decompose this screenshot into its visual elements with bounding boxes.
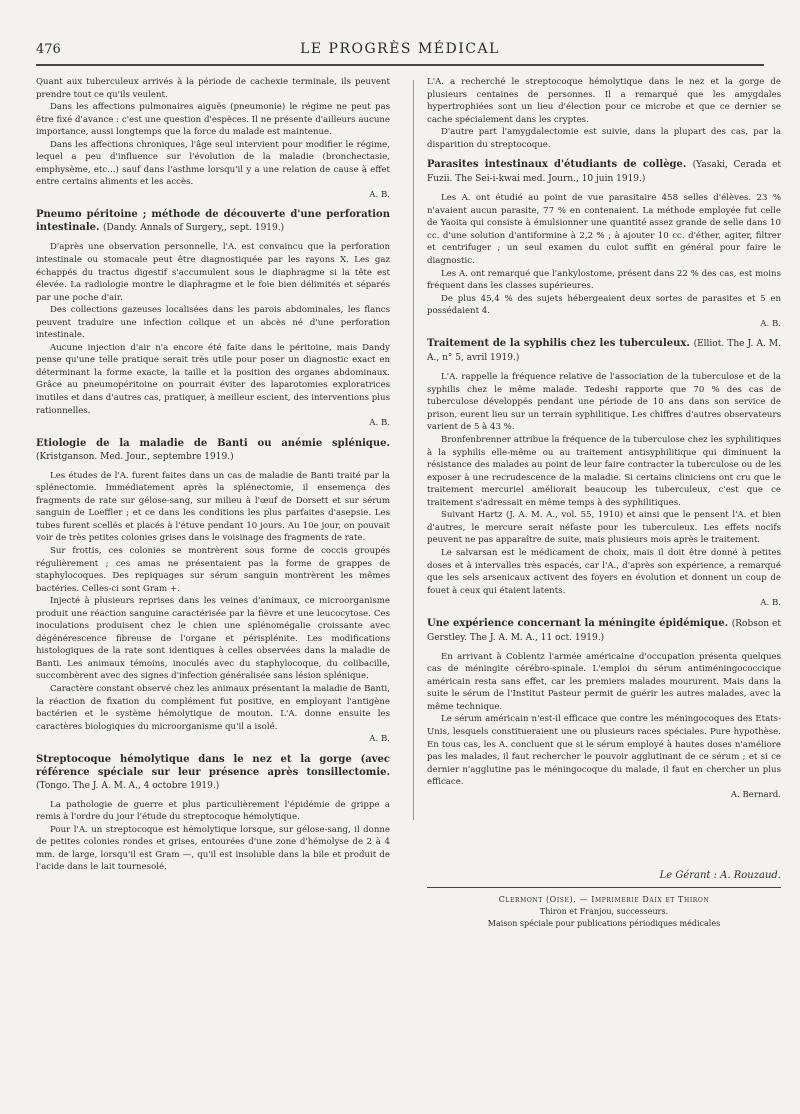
article-title-text: Pneumo péritoine ; méthode de découverte d'une perforation intestinale. bbox=[36, 209, 390, 234]
article-paragraph: Sur frottis, ces colonies se montrèrent sous forme de coccis groupés régulièrement ; ces amas ne présentaient pas la forme de grappes de staphylocoques. Des repiquages sur sérum sanguin montrèrent les mêmes bactéries. Celles-ci sont Gram +. bbox=[36, 545, 390, 594]
page-header bbox=[36, 38, 764, 62]
article-signature: A. B. bbox=[369, 189, 390, 200]
intro-paragraph: D'autre part l'amygdalectomie est suivie, dans la plupart des cas, par la disparition du streptocoque. bbox=[427, 127, 781, 150]
page-number: 476 bbox=[36, 42, 61, 57]
article-signature: A. B. bbox=[369, 734, 390, 745]
column-separator bbox=[413, 80, 414, 820]
left-column bbox=[36, 76, 390, 874]
article-paragraph: Les A. ont remarqué que l'ankylostome, présent dans 22 % des cas, est moins fréquent dans les classes supérieures. bbox=[427, 268, 781, 292]
article-title bbox=[427, 158, 781, 186]
article-section bbox=[36, 753, 390, 874]
article-title bbox=[36, 753, 390, 793]
article-title bbox=[36, 437, 390, 464]
article-source: (Elliot. The J. A. M. A., n° 5, avril 1919.) bbox=[427, 339, 782, 364]
article-paragraph: Injecté à plusieurs reprises dans les veines d'animaux, ce microorganisme produit une réaction sanguine caractérisée par la fièvre et une leucocytose. Ces inoculations produisent chez le chien une splénomégalie croissante avec dégénérescence fibreuse de l'organe et périsplénite. Les modifications histologiques de la rate sont identiques à celles observées dans la maladie de Banti. Les animaux témoins, inoculés avec du staphylocoque, du colibacille, succombèrent avec des signes d'infection généralisée sans lésion splénique. bbox=[36, 596, 390, 682]
article-signature: A. Bernard. bbox=[730, 789, 781, 800]
article-paragraph: Bronfenbrenner attribue la fréquence de la tuberculose chez les syphilitiques à la syphilis elle-même ou au traitement antisyphilitique qui diminuent la résistance des malades au point de leur faire contracter la tuberculose ou de les exposer à une recrudescence de la maladie. Si certains cliniciens ont cru que le traitement mercuriel améliorait beaucoup les tuberculeux, c'est que ce traitement s'adressait en même temps à des syphilitiques. bbox=[427, 435, 781, 508]
article-section bbox=[427, 158, 781, 330]
article-paragraph: Des collections gazeuses localisées dans les parois abdominales, les flancs peuvent traduire une infection colique et un abcès né d'une perforation intestinale. bbox=[36, 305, 390, 341]
printer-info bbox=[427, 894, 781, 930]
article-paragraph: En arrivant à Coblentz l'armée américaine d'occupation présenta quelques cas de méningite cérébro-spinale. L'emploi du sérum antiméningococcique américain resta sans effet, car les premiers malades moururent. Mais dans la suite le sérum de l'Institut Pasteur permit de guérir les autres malades, avec la même technique. bbox=[427, 651, 781, 712]
intro-paragraph: Quant aux tuberculeux arrivés à la période de cachexie terminale, ils peuvent prendre tout ce qu'ils veulent. bbox=[36, 77, 390, 100]
right-column bbox=[427, 76, 781, 801]
journal-title: LE PROGRÈS MÉDICAL bbox=[300, 41, 500, 57]
intro-paragraph: Dans les affections chroniques, l'âge seul intervient pour modifier le régime, lequel a peu d'influence sur l'évolution de la maladie (bronchectasie, emphysème, etc...) sauf dans l'asthme lorsqu'il y a une relation de cause à effet entre certains aliments et les accès. bbox=[36, 139, 390, 188]
article-source: (Yasaki, Cerada et Fuzii. The Sei-i-kwai med. Journ., 10 juin 1919.) bbox=[427, 160, 782, 185]
article-title bbox=[427, 337, 781, 365]
article-title-text: Etiologie de la maladie de Banti ou anémie splénique. bbox=[36, 437, 390, 449]
article-section bbox=[427, 617, 781, 802]
article-signature: A. B. bbox=[369, 418, 390, 429]
article-paragraph: Le sérum américain n'est-il efficace que contre les méningocoques des Etats-Unis, lesquels constitueraient une ou plusieurs races spéciales. Pure hypothèse. En tous cas, les A. concluent que si le sérum employé à hautes doses n'améliore pas les malades, il faut rechercher le pouvoir agglutinant de ce sérum ; et si ce dernier n'agglutine pas le méningocoque du malade, il faut en chercher un plus efficace. bbox=[427, 714, 781, 788]
footer-rule bbox=[427, 887, 781, 888]
article-paragraph: Pour l'A. un streptocoque est hémolytique lorsque, sur gélose-sang, il donne de petites colonies rondes et grises, entourées d'une zone d'hémolyse de 2 à 4 mm. de large, lorsqu'il est Gram —, qu'il est insoluble dans la bile et produit de l'acide dans le lait tournesolé. bbox=[36, 824, 390, 873]
article-section bbox=[36, 208, 390, 429]
article-paragraph: Caractère constant observé chez les animaux présentant la maladie de Banti, la réaction de fixation du complément fut positive, en employant l'antigène bactérien et le système hémolytique de mouton. L'A. donne ensuite les caractères biologiques du microorganisme qu'il a isolé. bbox=[36, 683, 390, 732]
article-signature: A. B. bbox=[760, 598, 781, 609]
article-paragraph: Aucune injection d'air n'a encore été faite dans le péritoine, mais Dandy pense qu'une telle pratique serait très utile pour poser un diagnostic exact en déterminant la forme exacte, la taille et la position des organes abdominaux. Grâce au pneumopéritoine on pourrait éviter des laparotomies exploratrices inutiles et dans d'autres cas, pratiquer, à meilleur escient, des interventions plus rationnelles. bbox=[36, 342, 390, 416]
article-section bbox=[36, 437, 390, 746]
article-paragraph: D'après une observation personnelle, l'A. est convaincu que la perforation intestinale ou stomacale peut être diagnostiquée par les rayons X. Les gaz échappés du tractus digestif s'accumulent sous le diaphragme si la tête est élevée. La radiologie montre le diaphragme et le foie bien délimités et séparés par une poche d'air. bbox=[36, 242, 390, 303]
article-source: (Tongo. The J. A. M. A., 4 octobre 1919.) bbox=[36, 780, 220, 791]
page-footer bbox=[427, 870, 781, 930]
article-title-text: Streptocoque hémolytique dans le nez et la gorge (avec référence spéciale sur leur présence après tonsillectomie. bbox=[36, 753, 390, 778]
article-source: (Robson et Gerstley. The J. A. M. A., 11 oct. 1919.) bbox=[427, 618, 781, 643]
article-title bbox=[427, 617, 781, 645]
intro-paragraph: L'A. a recherché le streptocoque hémolytique dans le nez et la gorge de plusieurs centaines de personnes. Il a remarqué que les amygdales hypertrophiées sont un lieu d'élection pour ce microbe et que ce dernier se cache spécialement dans les cryptes. bbox=[427, 77, 781, 125]
intro-paragraph: Dans les affections pulmonaires aiguës (pneumonie) le régime ne peut pas être fixé d'avance : c'est une question d'espèces. Il ne présente d'ailleurs aucune importance, aussi longtemps que la force du malade est maintenue. bbox=[36, 102, 390, 138]
article-paragraph: Le salvarsan est le médicament de choix, mais il doit être donné à petites doses et à intervalles très espacés, car l'A., d'après son expérience, a remarqué que les sels arsenicaux activent des foyers en évolution et donnent un coup de fouet à ceux qui étaient latents. bbox=[427, 547, 781, 596]
article-title bbox=[36, 208, 390, 235]
gerant-line: Le Gérant : A. Rouzaud. bbox=[659, 870, 781, 881]
article-paragraph: Suivant Hartz (J. A. M. A., vol. 55, 1910) et ainsi que le pensent l'A. et bien d'autres, le mercure serait néfaste pour les tuberculeux. Les effets nocifs peuvent ne pas apparaître de suite, mais plusieurs mois après le traitement. bbox=[427, 510, 781, 546]
printer-line-3: Maison spéciale pour publications périodiques médicales bbox=[487, 919, 721, 928]
printer-line-2: Thiron et Franjou, successeurs. bbox=[539, 907, 669, 916]
header-rule bbox=[36, 64, 764, 66]
article-paragraph: Les A. ont étudié au point de vue parasitaire 458 selles d'élèves. 23 % n'avaient aucun parasite, 77 % en contenaient. La méthode employée fut celle de Yaoita qui consiste à émulsionner une quantité assez grande de selle dans 10 cc. d'une solution d'antiformine à 2,2 % ; à ajouter 10 cc. d'éther, agiter, filtrer et centrifuger ; un seul examen du culot suffit en général pour faire le diagnostic. bbox=[427, 193, 781, 267]
article-paragraph: De plus 45,4 % des sujets hébergeaient deux sortes de parasites et 5 en possédaient 4. bbox=[427, 293, 781, 317]
article-title-text: Traitement de la syphilis chez les tuberculeux. bbox=[427, 338, 690, 350]
article-paragraph: Les études de l'A. furent faites dans un cas de maladie de Banti traité par la splénectomie. Immédiatement après la splénectomie, il ensemença des fragments de rate sur gélose-sang, sur milieu à l'œuf de Dorsett et sur sérum sanguin de Loeffler ; et ce dans les conditions les plus parfaites d'asepsie. Les tubes furent scellés et placés à l'étuve pendant 10 jours. Au 10e jour, on pouvait voir de très petites colonies grises dans le voisinage des fragments de rate. bbox=[36, 470, 390, 544]
article-source: (Dandy. Annals of Surgery,, sept. 1919.) bbox=[102, 223, 285, 234]
article-title-text: Une expérience concernant la méningite épidémique. bbox=[427, 617, 729, 629]
article-section bbox=[427, 337, 781, 609]
article-signature: A. B. bbox=[760, 318, 781, 329]
article-source: (Kristganson. Med. Jour., septembre 1919.) bbox=[36, 451, 234, 462]
article-paragraph: La pathologie de guerre et plus particulièrement l'épidémie de grippe a remis à l'ordre du jour l'étude du streptocoque hémolytique. bbox=[36, 799, 390, 823]
article-title-text: Parasites intestinaux d'étudiants de collège. bbox=[427, 159, 687, 171]
article-paragraph: L'A. rappelle la fréquence relative de l'association de la tuberculose et de la syphilis chez le même malade. Tedeshi rapporte que 70 % des cas de tuberculose développés pendant une période de 10 ans dans son service de prison, eurent lieu sur un terrain syphilitique. Les chiffres d'autres observateurs varient de 5 à 43 %. bbox=[427, 372, 781, 433]
printer-line-1: Clermont (Oise). — Imprimerie Daix et Thiron bbox=[498, 895, 710, 904]
